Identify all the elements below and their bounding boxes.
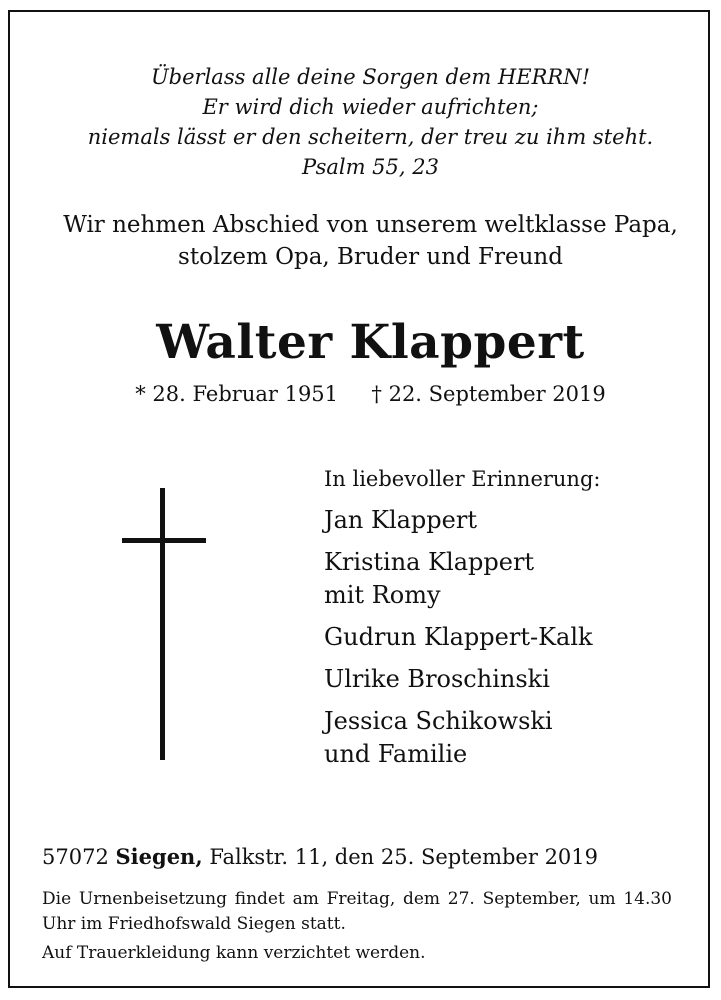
attire-note: Auf Trauerkleidung kann verzichtet werden. <box>42 943 426 963</box>
mourner-name: Kristina Klappert <box>324 548 535 576</box>
intro-line: stolzem Opa, Bruder und Freund <box>178 244 563 270</box>
address-line <box>42 842 598 872</box>
verse-line: Überlass alle deine Sorgen dem HERRN! <box>150 65 591 89</box>
list-item <box>324 621 593 654</box>
funeral-info: Die Urnenbeisetzung findet am Freitag, dem 27. September, um 14.30 Uhr im Friedhofswald Siegen statt. <box>42 889 672 934</box>
life-dates: * 28. Februar 1951 † 22. September 2019 <box>135 382 606 406</box>
list-item <box>324 663 593 696</box>
deceased-name: Walter Klappert <box>156 315 585 370</box>
mourner-name-suffix: mit Romy <box>324 581 441 609</box>
address-zip: 57072 <box>42 845 109 869</box>
mourner-name: Jessica Schikowski <box>324 707 553 735</box>
mourners-list <box>324 504 593 780</box>
verse-line: Er wird dich wieder aufrichten; <box>202 95 539 119</box>
bible-verse <box>10 62 721 152</box>
cross-horizontal-bar <box>122 538 206 543</box>
ad-border <box>8 10 710 988</box>
address-street-date: Falkstr. 11, den 25. September 2019 <box>209 845 599 869</box>
list-item <box>324 546 593 612</box>
list-item <box>324 705 593 771</box>
intro-line: Wir nehmen Abschied von unserem weltklasse Papa, <box>63 212 678 238</box>
verse-reference: Psalm 55, 23 <box>302 155 439 179</box>
address-city: Siegen, <box>115 844 203 869</box>
farewell-intro <box>10 209 721 273</box>
verse-line: niemals lässt er den scheitern, der treu zu ihm steht. <box>87 125 654 149</box>
mourner-name-suffix: und Familie <box>324 740 468 768</box>
list-item <box>324 504 593 537</box>
mourner-name: Gudrun Klappert-Kalk <box>324 623 593 651</box>
mourner-name: Ulrike Broschinski <box>324 665 550 693</box>
mourners-heading: In liebevoller Erinnerung: <box>324 467 601 491</box>
cross-vertical-bar <box>160 488 165 760</box>
mourner-name: Jan Klappert <box>324 506 477 534</box>
